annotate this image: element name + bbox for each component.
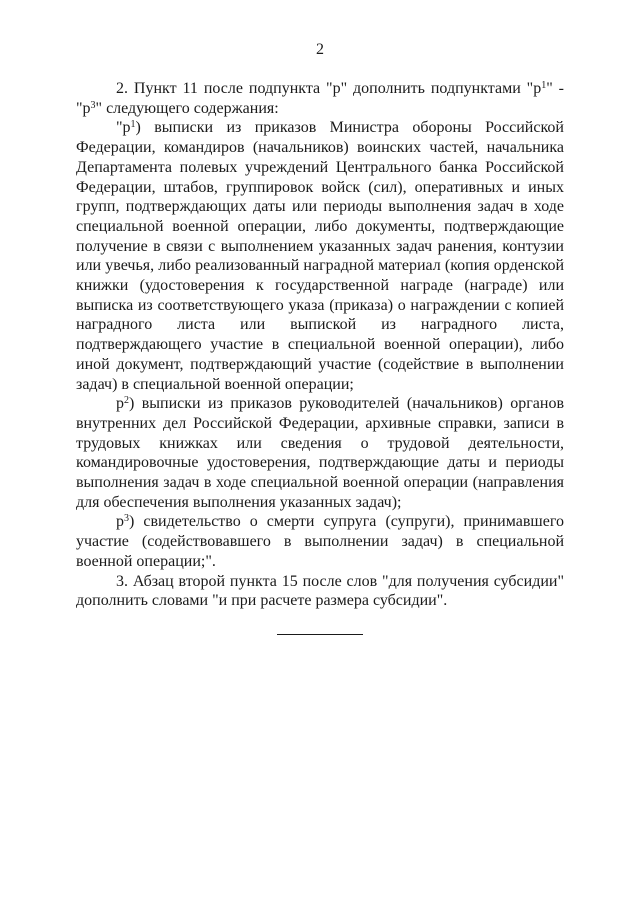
page-number: 2 <box>316 41 324 58</box>
text-run: ) выписки из приказов Министра обороны Российской Федерации, командиров (начальников) воинских частей, начальника Департамента полевых учреждений Центрального банка Российской Федерации, штабов, группировок войск (сил), оперативных и иных групп, подтверждающих даты или периоды выполнения задач в ходе специальной военной операции, либо документы, подтверждающие получение в связи с выполнением указанных задач ранения, контузии или увечья, либо реализованный наградной материал (копия орденской книжки (удостоверения к государственной награде (награде) или выписка из соответствующего указа (приказа) о награждении с копией наградного листа или выпиской из наградного листа, подтверждающего участие в специальной военной операции), либо иной документ, подтверждающий участие (содействие в выполнении задач) в специальной военной операции; <box>76 119 564 393</box>
superscript: 3 <box>90 99 96 111</box>
end-of-document-line <box>277 634 363 635</box>
text-run: ) свидетельство о смерти супруга (супруги), принимавшего участие (содействовавшего в выполнении задач) в специальной военной операции;". <box>76 513 564 570</box>
paragraph-subitem-r1 <box>76 118 564 394</box>
text-run: ) выписки из приказов руководителей (начальников) органов внутренних дел Российской Федерации, архивные справки, записи в трудовых книжках или сведения о трудовой деятельности, командировочные удостоверения, подтверждающие даты и периоды выполнения задач в ходе специальной военной операции (направления для обеспечения выполнения указанных задач); <box>76 395 564 511</box>
superscript: 3 <box>124 513 129 525</box>
document-body <box>76 79 564 611</box>
superscript: 1 <box>541 80 547 91</box>
paragraph-item-2 <box>76 79 564 118</box>
paragraph-item-3 <box>76 572 564 611</box>
text-run: " - "р <box>76 80 564 117</box>
text-run: 3. Абзац второй пункта 15 после слов "для получения субсидии" дополнить словами "и при расчете размера субсидии". <box>76 572 564 610</box>
text-run: 2. Пункт 11 после подпункта "р" дополнить подпунктами "р <box>116 80 542 97</box>
text-run: " следующего содержания: <box>95 99 279 117</box>
superscript: 1 <box>130 119 136 131</box>
superscript: 2 <box>124 395 129 407</box>
paragraph-subitem-r2 <box>76 394 564 512</box>
text-run: р <box>116 513 124 531</box>
text-run: "р <box>116 119 131 137</box>
text-run: р <box>116 395 124 413</box>
paragraph-subitem-r3 <box>76 512 564 571</box>
